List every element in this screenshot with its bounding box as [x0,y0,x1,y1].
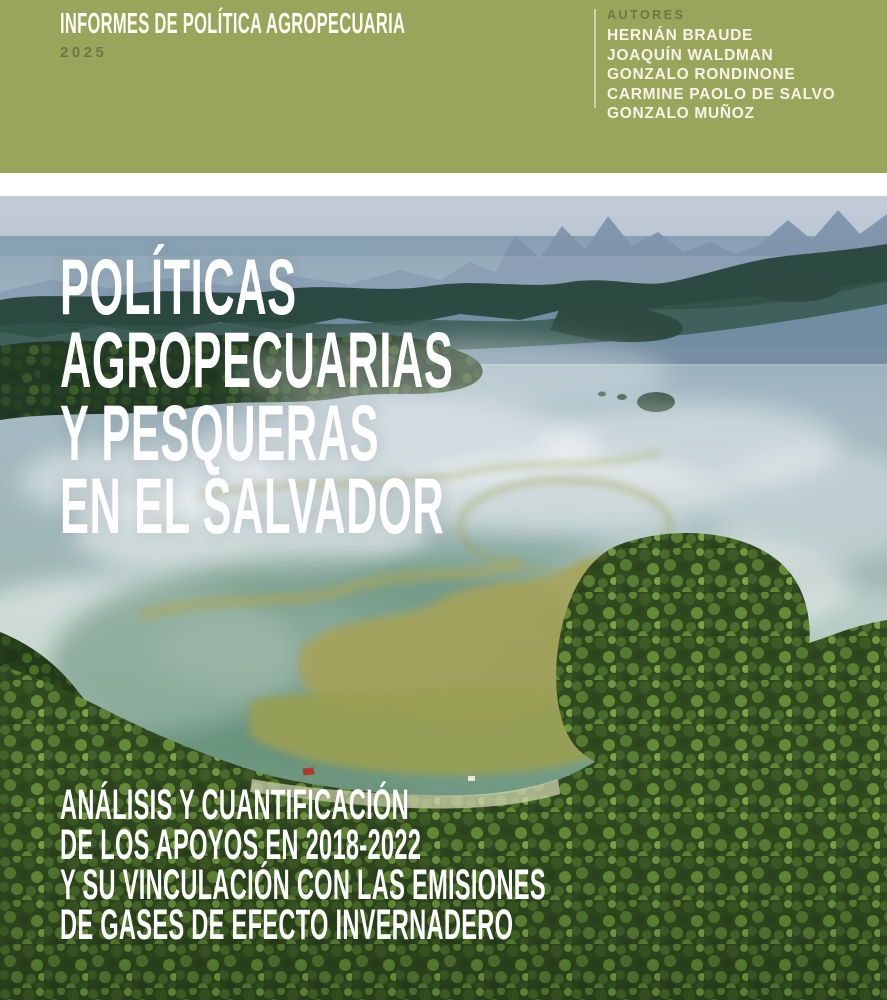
cover-subtitle-line: Y SU VINCULACIÓN CON LAS EMISIONES [60,861,546,909]
header-gap [0,173,887,196]
author-name: GONZALO MUÑOZ [607,105,755,122]
series-block [60,9,666,61]
authors-list [607,26,835,124]
cover-subtitle-line: DE GASES DE EFECTO INVERNADERO [60,901,514,949]
cover-title [60,242,454,550]
authors-divider [594,9,596,108]
authors-label: AUTORES [607,8,686,22]
header-band [0,0,887,173]
cover-subtitle [60,781,546,949]
cover-title-line: Y PESQUERAS [60,388,380,477]
cover-title-line: EN EL SALVADOR [60,461,445,550]
author-name: CARMINE PAOLO DE SALVO [607,85,836,103]
authors-block [607,7,835,124]
author-name: HERNÁN BRAUDE [607,27,754,44]
cover-subtitle-line: ANÁLISIS Y CUANTIFICACIÓN [60,781,409,829]
cover-title-line: POLÍTICAS [60,242,297,331]
cover-photo-section [0,196,887,1000]
series-year: 2025 [60,44,108,61]
author-name: GONZALO RONDINONE [607,66,796,83]
cover-subtitle-line: DE LOS APOYOS EN 2018-2022 [60,821,422,869]
cover-title-line: AGROPECUARIAS [60,315,454,404]
author-name: JOAQUÍN WALDMAN [607,46,774,64]
series-title: INFORMES DE POLÍTICA AGROPECUARIA [60,8,406,40]
